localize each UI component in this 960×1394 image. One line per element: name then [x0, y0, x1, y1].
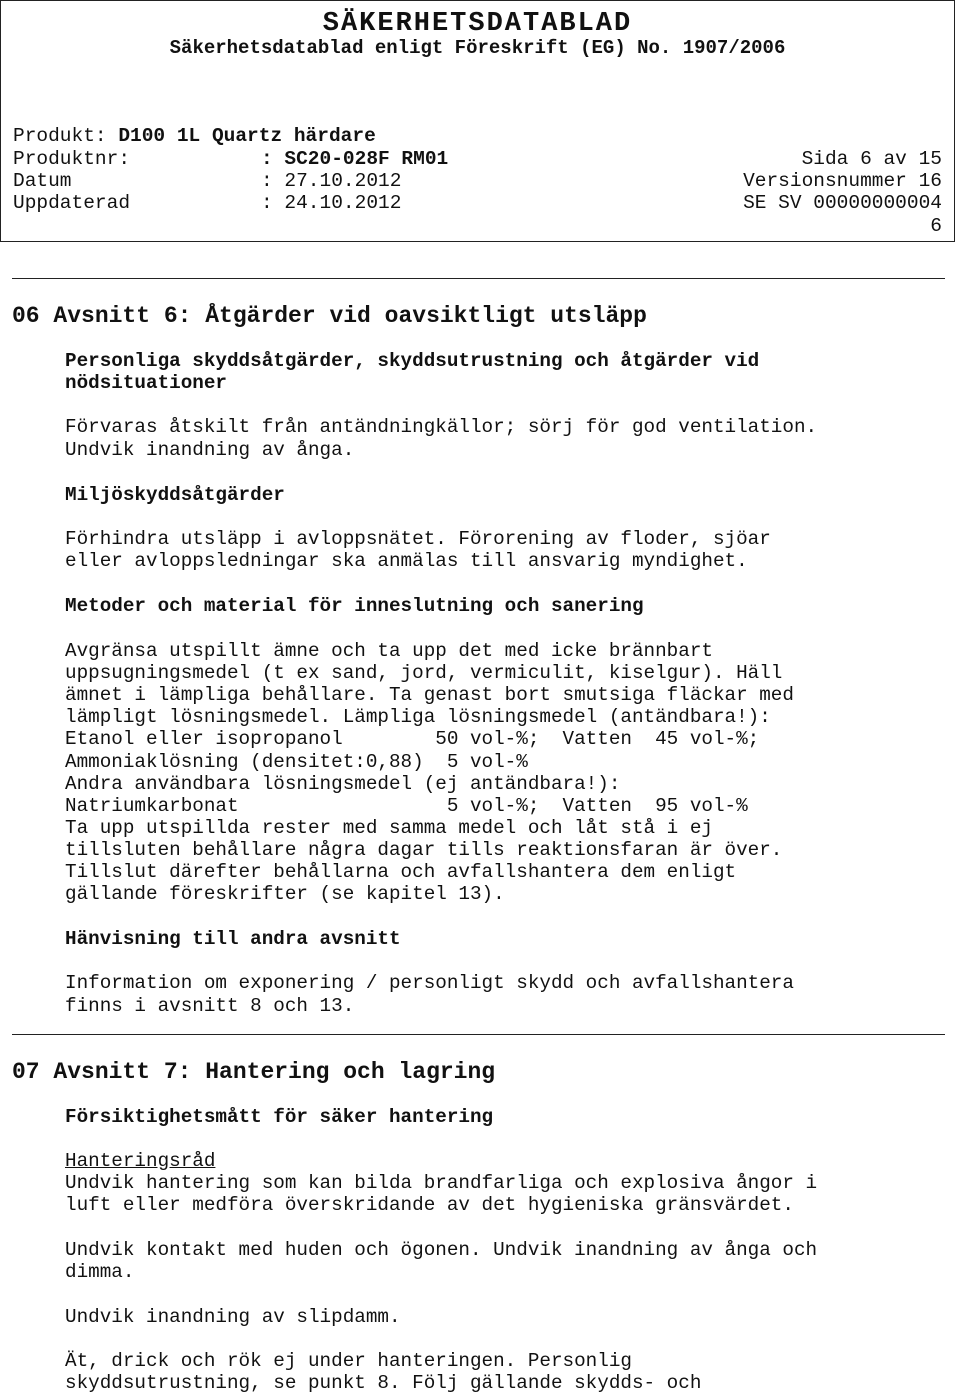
divider: [12, 1034, 945, 1035]
handling-advice-line2: luft eller medföra överskridande av det hygieniska gränsvärdet.: [65, 1194, 794, 1216]
product-row: [13, 125, 376, 147]
handling-advice-label: Hanteringsråd: [65, 1150, 216, 1172]
containment-line: lämpligt lösningsmedel. Lämpliga lösningsmedel (antändbara!):: [65, 706, 771, 728]
containment-line: Etanol eller isopropanol 50 vol-%; Vatten 45 vol-%;: [65, 728, 760, 750]
environmental-heading: Miljöskyddsåtgärder: [65, 484, 285, 506]
hygiene-line1: Ät, drick och rök ej under hanteringen. Personlig: [65, 1350, 632, 1372]
updated-row: [13, 192, 401, 214]
containment-heading: Metoder och material för inneslutning och sanering: [65, 595, 644, 617]
section-6-title: 06 Avsnitt 6: Åtgärder vid oavsiktligt utsläpp: [12, 303, 647, 329]
containment-line: Tillslut därefter behållarna och avfallshantera dem enligt: [65, 861, 737, 883]
updated-value: : 24.10.2012: [261, 192, 402, 214]
contact-line1: Undvik kontakt med huden och ögonen. Undvik inandning av ånga och: [65, 1239, 818, 1261]
date-label: Datum: [13, 170, 72, 192]
page-indicator: Sida 6 av 15: [801, 148, 942, 170]
product-name: D100 1L Quartz härdare: [118, 125, 376, 147]
product-number-value: : SC20-028F RM01: [261, 148, 449, 170]
personal-precautions-heading-line2: nödsituationer: [65, 372, 227, 394]
product-number-row: [13, 148, 448, 170]
safe-handling-heading: Försiktighetsmått för säker hantering: [65, 1106, 494, 1128]
page-mark: 6: [930, 215, 942, 237]
environmental-text-line2: eller avloppsledningar ska anmälas till ansvarig myndighet.: [65, 550, 748, 572]
dust-text: Undvik inandning av slipdamm.: [65, 1306, 401, 1328]
containment-line: uppsugningsmedel (t ex sand, jord, vermiculit, kiselgur). Häll: [65, 662, 783, 684]
reference-text-line1: Information om exponering / personligt skydd och avfallshantera: [65, 972, 794, 994]
document-title: SÄKERHETSDATABLAD: [322, 9, 633, 39]
document-subtitle: Säkerhetsdatablad enligt Föreskrift (EG) No. 1907/2006: [169, 37, 786, 59]
reference-text-line2: finns i avsnitt 8 och 13.: [65, 995, 355, 1017]
containment-line: Ammoniaklösning (densitet:0,88) 5 vol-%: [65, 751, 528, 773]
environmental-text-line1: Förhindra utsläpp i avloppsnätet. Förorening av floder, sjöar: [65, 528, 771, 550]
containment-line: tillsluten behållare några dagar tills reaktionsfaran är över.: [65, 839, 783, 861]
product-number-label: Produktnr:: [13, 148, 131, 170]
hygiene-line2: skyddsutrustning, se punkt 8. Följ gällande skydds- och: [65, 1372, 702, 1394]
containment-line: Ta upp utspillda rester med samma medel och låt stå i ej: [65, 817, 713, 839]
handling-advice-line1: Undvik hantering som kan bilda brandfarliga och explosiva ångor i: [65, 1172, 818, 1194]
personal-precautions-heading-line1: Personliga skyddsåtgärder, skyddsutrustning och åtgärder vid: [65, 350, 760, 372]
personal-precautions-text-line2: Undvik inandning av ånga.: [65, 439, 355, 461]
containment-line: Natriumkarbonat 5 vol-%; Vatten 95 vol-%: [65, 795, 748, 817]
updated-label: Uppdaterad: [13, 192, 131, 214]
version-number: Versionsnummer 16: [743, 170, 942, 192]
containment-line: Avgränsa utspillt ämne och ta upp det med icke brännbart: [65, 640, 713, 662]
personal-precautions-text-line1: Förvaras åtskilt från antändningkällor; sörj för god ventilation.: [65, 416, 818, 438]
date-value: : 27.10.2012: [261, 170, 402, 192]
containment-line: gällande föreskrifter (se kapitel 13).: [65, 883, 505, 905]
date-row: [13, 170, 401, 192]
containment-line: ämnet i lämpliga behållare. Ta genast bort smutsiga fläckar med: [65, 684, 794, 706]
section-7-title: 07 Avsnitt 7: Hantering och lagring: [12, 1059, 496, 1085]
contact-line2: dimma.: [65, 1261, 135, 1283]
product-label: Produkt:: [13, 125, 107, 147]
document-header: [0, 0, 955, 242]
containment-line: Andra användbara lösningsmedel (ej antändbara!):: [65, 773, 621, 795]
divider: [12, 278, 945, 279]
reference-heading: Hänvisning till andra avsnitt: [65, 928, 401, 950]
document-code: SE SV 00000000004: [743, 192, 942, 214]
